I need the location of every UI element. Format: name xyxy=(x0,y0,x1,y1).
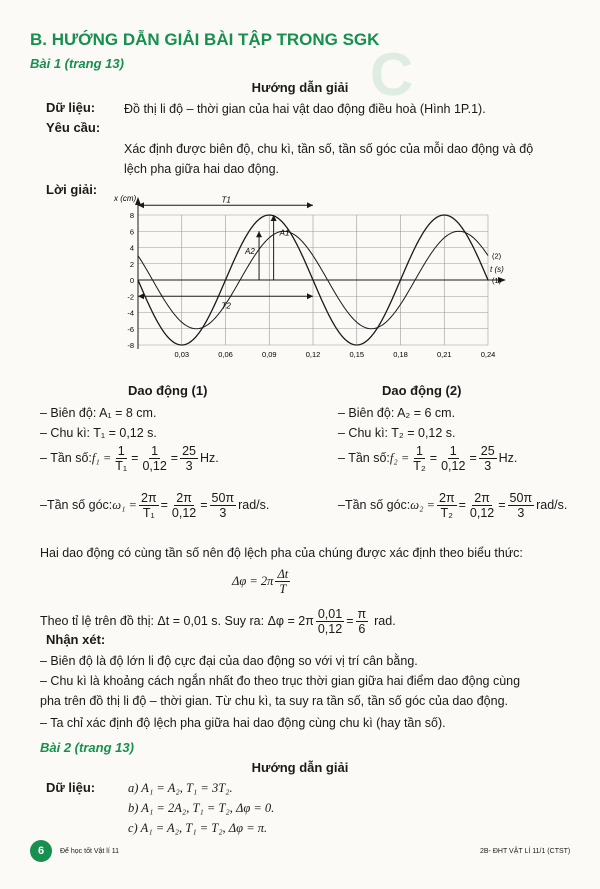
x-axis-label: t (s) xyxy=(490,265,504,274)
frac-num: 25 xyxy=(182,443,197,458)
t2-arrow-head-right xyxy=(307,293,313,299)
phase-line1: Hai dao động có cùng tần số nên độ lệch pha của chúng được xác định theo biểu thức: xyxy=(40,546,523,560)
dd1-tan-so: – Tần số: f₁ = $\frac{1}{\text{T₁}}$ = $\frac{1}{0,12}$ = $\frac{25}{3}$ Hz. xyxy=(40,443,219,473)
series-label-2: (2) xyxy=(492,251,502,261)
dd2-tan-so-goc: –Tần số góc: ω₂ = $\frac{2\pi}{\text{T₂}}$ = $\frac{2\pi}{0,12}$ = $\frac{50\pi}{3}$ rad/s. xyxy=(338,490,568,520)
x-tick-label: 0,24 xyxy=(480,350,496,359)
frac-den: T xyxy=(279,581,287,596)
a1-label: A1 xyxy=(279,228,290,238)
du-lieu-text: Đồ thị li độ – thời gian của hai vật dao động điều hoà (Hình 1P.1). xyxy=(124,102,486,116)
dd2-chu-ki: – Chu kì: T₂ = 0,12 s. xyxy=(338,426,456,440)
dd2-bien-do: – Biên độ: A₂ = 6 cm. xyxy=(338,406,456,420)
frac-num: 25 xyxy=(480,443,495,458)
dd2-tsg-label: –Tần số góc: xyxy=(338,498,411,512)
frac-den: 3 xyxy=(185,458,193,473)
dd1-title: Dao động (1) xyxy=(128,383,208,398)
frac-den: T₂ xyxy=(413,458,426,473)
bai2-title: Bài 2 (trang 13) xyxy=(40,740,134,755)
a2-label: A2 xyxy=(245,247,255,256)
nhan-xet-l3: pha trên đồ thị li độ – thời gian. Từ chu kì, ta suy ra tần số, tần số góc của dao động. xyxy=(40,694,509,708)
x-tick-label: 0,03 xyxy=(174,350,190,359)
bai2-heading: Hướng dẫn giải xyxy=(251,760,349,775)
frac-num: 1 xyxy=(449,443,457,458)
yeu-cau-line1: Xác định được biên độ, chu kì, tần số, tần số góc của mỗi dao động và độ xyxy=(124,142,534,156)
frac-num: 50π xyxy=(211,490,235,505)
loi-giai-label: Lời giải: xyxy=(46,182,98,197)
y-tick-label: 2 xyxy=(129,259,134,269)
t2-arrow-head-left xyxy=(138,293,144,299)
oscillation-chart xyxy=(100,190,520,375)
frac-num: 1 xyxy=(151,443,159,458)
y-tick-label: -6 xyxy=(127,324,134,334)
dd2-tan-so-label: – Tần số: xyxy=(338,451,390,465)
nhan-xet-l1: – Biên độ là độ lớn li độ cực đại của dao động so với vị trí cân bằng. xyxy=(40,654,418,668)
bai2-b: b) A₁ = 2A₂, T₁ = T₂, Δφ = 0. xyxy=(128,801,275,815)
dd1-tan-so-label: – Tần số: xyxy=(40,451,92,465)
dd2-title: Dao động (2) xyxy=(382,383,462,398)
frac-den: 0,12 xyxy=(317,621,343,636)
dd1-tsg-label: –Tần số góc: xyxy=(40,498,113,512)
x-tick-label: 0,09 xyxy=(261,350,277,359)
x-tick-label: 0,06 xyxy=(218,350,233,359)
dd2-tsg-unit: rad/s. xyxy=(536,498,568,512)
frac-num: 1 xyxy=(416,443,423,458)
frac-num: 1 xyxy=(117,443,125,458)
section-title: B. HƯỚNG DẪN GIẢI BÀI TẬP TRONG SGK xyxy=(30,30,380,49)
phase-formula-left: Δφ = 2π xyxy=(232,573,274,588)
series-label-1: (1) xyxy=(492,276,502,285)
dd1-tsg-var: ω₁ = xyxy=(112,497,137,512)
x-tick-label: 0,12 xyxy=(305,350,321,359)
nhan-xet-l4: – Ta chỉ xác định độ lệch pha giữa hai dao động cùng chu kì (hay tần số). xyxy=(40,716,446,730)
dd1-tan-so-unit: Hz. xyxy=(200,451,219,465)
dd2-tsg-var: ω₂ = xyxy=(410,497,435,512)
t2-label: T2 xyxy=(221,301,231,311)
yeu-cau-label: Yêu cầu: xyxy=(46,120,101,135)
dd2-tan-so-var: f₂ = xyxy=(389,450,410,465)
page-number-badge: 6 xyxy=(30,840,52,862)
frac-den: 6 xyxy=(358,621,366,636)
bai2-a: a) A₁ = A₂, T₁ = 3T₂. xyxy=(128,781,233,795)
dd1-bien-do: – Biên độ: A₁ = 8 cm. xyxy=(40,406,157,420)
yeu-cau-line2: lệch pha giữa hai dao động. xyxy=(124,162,280,176)
y-tick-label: 8 xyxy=(129,211,134,220)
du-lieu-label: Dữ liệu: xyxy=(46,100,96,115)
a2-arrow-head xyxy=(256,231,262,237)
y-tick-label: -2 xyxy=(127,292,134,302)
background-watermark: C xyxy=(370,41,414,108)
frac-den: T₂ xyxy=(440,505,454,520)
x-tick-label: 0,15 xyxy=(349,350,365,359)
frac-den: 0,12 xyxy=(142,458,167,473)
phase-unit: rad. xyxy=(374,614,396,628)
frac-den: T₁ xyxy=(142,505,155,520)
t1-label: T1 xyxy=(221,195,231,205)
frac-den: 0,12 xyxy=(441,458,466,473)
frac-num: 0,01 xyxy=(317,606,343,621)
frac-den: 3 xyxy=(517,505,525,520)
nhan-xet-l2: – Chu kì là khoảng cách ngắn nhất đo theo trục thời gian giữa hai điểm dao động cùng xyxy=(40,674,521,688)
dd1-chu-ki: – Chu kì: T₁ = 0,12 s. xyxy=(40,426,157,440)
x-tick-label: 0,21 xyxy=(436,350,452,359)
frac-num: 2π xyxy=(141,490,157,505)
frac-num: 2π xyxy=(474,490,490,505)
frac-num: π xyxy=(357,606,367,621)
t1-arrow-head-right xyxy=(307,202,313,208)
frac-num: 2π xyxy=(439,490,455,505)
frac-den: 3 xyxy=(219,505,227,520)
dd1-tan-so-goc: –Tần số góc: ω₁ = $\frac{2\pi}{\text{T₁}}$ = $\frac{2\pi}{0,12}$ = $\frac{50\pi}{3}$ rad/s. xyxy=(40,490,270,520)
dd1-tsg-unit: rad/s. xyxy=(238,498,270,512)
equals-sign: = xyxy=(346,614,354,628)
x-tick-label: 0,18 xyxy=(393,350,408,359)
frac-den: T₁ xyxy=(115,458,128,473)
phase-formula xyxy=(232,563,292,599)
frac-den: 0,12 xyxy=(469,505,495,520)
bai2-c: c) A₁ = A₂, T₁ = T₂, Δφ = π. xyxy=(128,821,268,835)
frac-den: 3 xyxy=(484,458,492,473)
dd2-tan-so: – Tần số: f₂ = $\frac{1}{\text{T₂}}$ = $\frac{1}{0,12}$ = $\frac{25}{3}$ Hz. xyxy=(338,443,518,473)
y-axis-label: x (cm) xyxy=(114,194,137,203)
y-tick-label: 0 xyxy=(129,276,134,285)
frac-den: 0,12 xyxy=(171,505,197,520)
phase-theo-ti-le: Theo tỉ lệ trên đồ thị: Δt = 0,01 s. Suy ra: Δφ = 2π xyxy=(40,614,314,628)
frac-num: 2π xyxy=(176,490,192,505)
bai1-heading: Hướng dẫn giải xyxy=(251,80,349,95)
nhan-xet-label: Nhận xét: xyxy=(46,632,106,647)
y-tick-label: 6 xyxy=(129,227,134,237)
dd2-tan-so-unit: Hz. xyxy=(498,451,518,465)
frac-num: 50π xyxy=(509,490,533,505)
y-tick-label: -4 xyxy=(127,308,134,318)
frac-num: Δt xyxy=(277,566,289,581)
dd1-tan-so-var: f₁ = xyxy=(91,450,112,465)
y-tick-label: 4 xyxy=(129,243,134,253)
bai1-title: Bài 1 (trang 13) xyxy=(30,56,124,71)
footer-right: 2B- ĐHT VẬT LÍ 11/1 (CTST) xyxy=(480,848,571,855)
y-tick-label: -8 xyxy=(127,341,134,350)
bai2-du-lieu-label: Dữ liệu: xyxy=(46,780,96,795)
footer-left: Để học tốt Vật lí 11 xyxy=(60,848,120,855)
